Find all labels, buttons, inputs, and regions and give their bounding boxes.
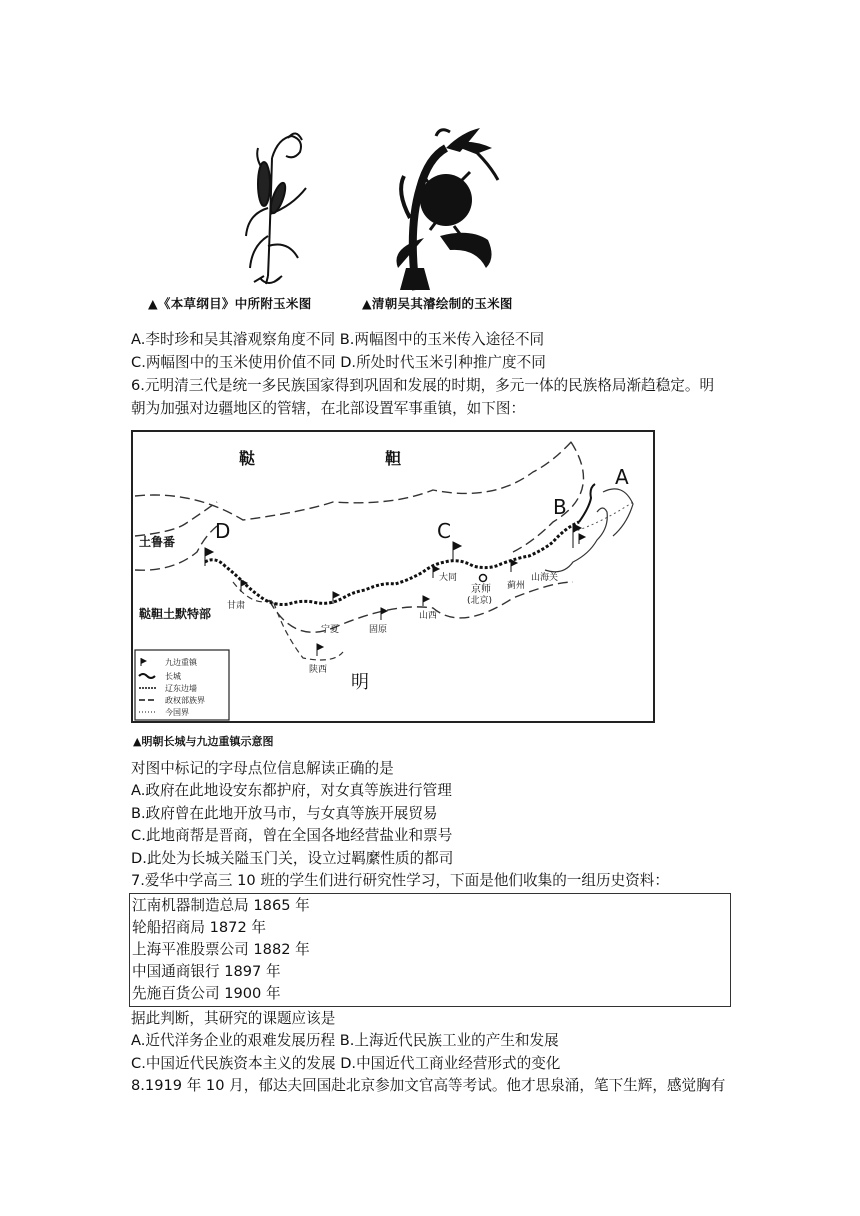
- region-ming: 明: [351, 672, 369, 693]
- marker-letter-a: A: [615, 465, 629, 489]
- q7-stem: 7.爱华中学高三 10 班的学生们进行研究性学习，下面是他们收集的一组历史资料：: [131, 872, 669, 889]
- q6-option-d: D.此处为长城关隘玉门关，设立过羁縻性质的都司: [131, 850, 454, 867]
- corn-illustrations: [240, 118, 540, 318]
- place-gansu: 甘肃: [227, 601, 246, 611]
- q5-options-line1: A.李时珍和吴其濬观察角度不同 B.两幅图中的玉米传入途径不同: [131, 331, 545, 348]
- legend-garrison: 九边重镇: [165, 658, 197, 667]
- region-tatar-1: 鞑: [239, 449, 256, 468]
- source-row: 上海平准股票公司 1882 年: [132, 941, 310, 958]
- q5-options-line2: C.两幅图中的玉米使用价值不同 D.所处时代玉米引种推广度不同: [131, 354, 546, 371]
- right-figure-caption: ▲清朝吴其濬绘制的玉米图: [362, 296, 513, 311]
- legend-wall: 长城: [165, 672, 181, 681]
- qing-corn-drawing: [396, 128, 498, 290]
- source-row: 中国通商银行 1897 年: [132, 963, 281, 980]
- place-ningxia: 宁夏: [321, 625, 340, 635]
- marker-letter-c: C: [437, 519, 451, 543]
- source-row: 轮船招商局 1872 年: [132, 919, 266, 936]
- flag-liaodong: [579, 534, 585, 544]
- place-shanhaiguan: 山海关: [531, 573, 559, 583]
- q6-stem-line2: 朝为加强对边疆地区的管辖，在北部设置军事重镇，如下图：: [131, 400, 526, 417]
- western-border: [135, 502, 217, 536]
- place-datong: 大同: [439, 573, 458, 583]
- corn-drawings: [240, 118, 540, 318]
- q7-options-line2: C.中国近代民族资本主义的发展 D.中国近代工商业经营形式的变化: [131, 1055, 561, 1072]
- place-guyuan: 固原: [369, 625, 388, 635]
- q6-option-c: C.此地商帮是晋商，曾在全国各地经营盐业和票号: [131, 827, 453, 844]
- place-shaanxi: 陕西: [309, 665, 328, 675]
- q6-stem-line1: 6.元明清三代是统一多民族国家得到巩固和发展的时期，多元一体的民族格局渐趋稳定。明: [131, 377, 715, 394]
- region-tatar-2: 靼: [385, 449, 402, 468]
- source-row: 江南机器制造总局 1865 年: [132, 897, 310, 914]
- flag-shaanxi: [317, 644, 323, 656]
- flag-d: [205, 548, 213, 566]
- q6-option-a: A.政府在此地设安东都护府，对女真等族进行管理: [131, 782, 452, 799]
- flag-shanxi: [423, 596, 429, 606]
- beijing-marker: [480, 575, 487, 582]
- region-tumote: 鞑靼土默特部: [139, 607, 212, 621]
- ming-southern-border: [269, 582, 573, 632]
- q7-options-line1: A.近代洋务企业的艰难发展历程 B.上海近代民族工业的产生和发展: [131, 1032, 559, 1049]
- q6-option-b: B.政府曾在此地开放马市，与女真等族开展贸易: [131, 805, 438, 822]
- place-shanxi: 山西: [419, 611, 438, 621]
- flag-jizhou: [511, 560, 517, 572]
- place-jizhou: 蓟州: [507, 581, 526, 591]
- marker-letter-d: D: [215, 519, 231, 543]
- q6-prompt: 对图中标记的字母点位信息解读正确的是: [131, 760, 394, 777]
- map-caption: ▲明朝长城与九边重镇示意图: [133, 735, 274, 748]
- left-figure-caption: ▲《本草纲目》中所附玉米图: [148, 296, 312, 311]
- inner-border-west: [233, 582, 343, 660]
- place-jingshi: 京师: [471, 584, 491, 595]
- q7-prompt: 据此判断，其研究的课题应该是: [131, 1010, 336, 1027]
- source-row: 先施百货公司 1900 年: [132, 985, 281, 1002]
- legend-ethnic-border: 政权部族界: [165, 696, 205, 705]
- q7-source-box: [129, 893, 731, 1007]
- bencao-corn-drawing: [246, 133, 306, 284]
- flag-guyuan: [381, 608, 387, 620]
- map-legend: [135, 650, 229, 720]
- flag-c: [453, 542, 461, 562]
- legend-liaodong: 辽东边墙: [165, 684, 197, 693]
- northern-border: [135, 440, 573, 520]
- great-wall: [205, 522, 579, 605]
- map-svg: [133, 432, 653, 721]
- ming-wall-map: [131, 430, 655, 723]
- legend-modern-border: 今国界: [165, 708, 189, 717]
- q8-stem-line1: 8.1919 年 10 月，郁达夫回国赴北京参加文官高等考试。他才思泉涌，笔下生辉，感觉胸有: [131, 1077, 726, 1094]
- region-tulufan: 土鲁番: [139, 535, 176, 549]
- place-beijing: (北京): [467, 596, 493, 606]
- marker-letter-b: B: [553, 495, 567, 519]
